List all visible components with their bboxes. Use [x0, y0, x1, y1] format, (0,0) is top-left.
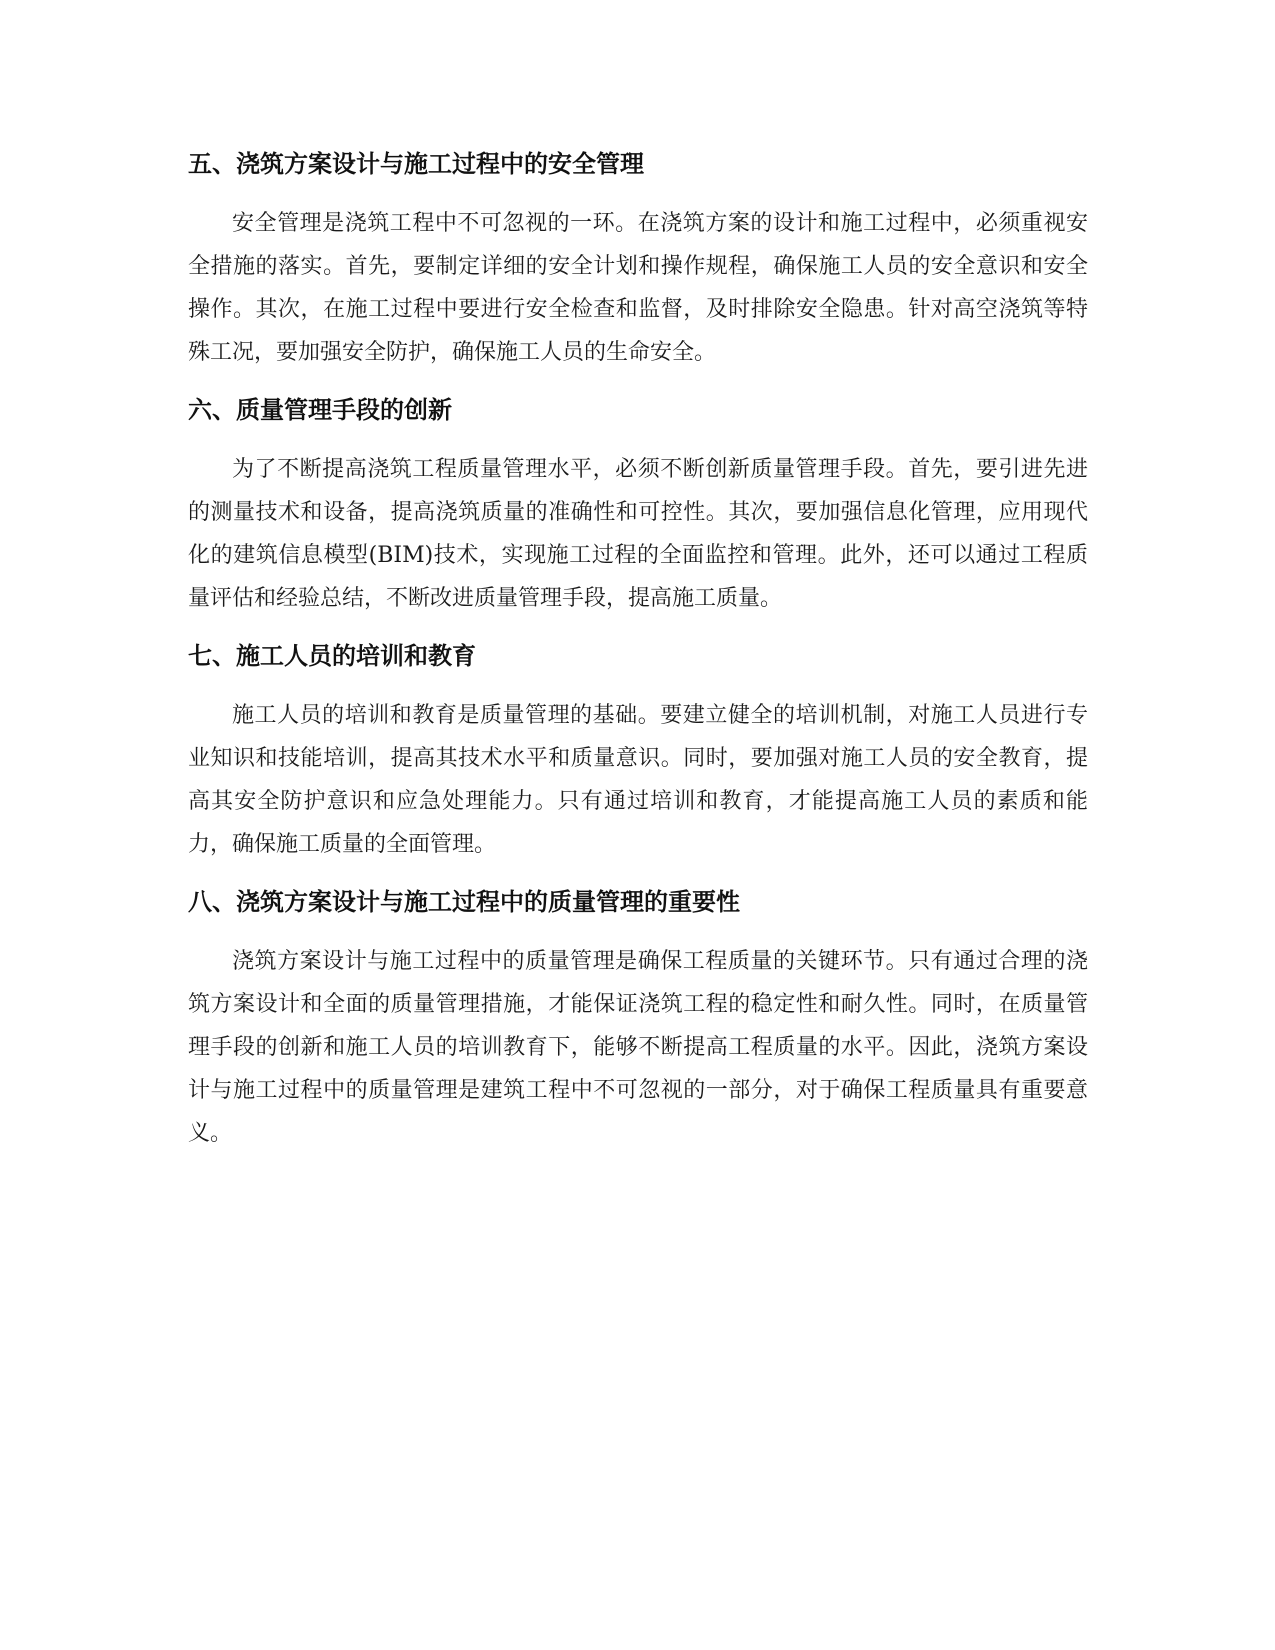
section-quality-innovation [188, 394, 1088, 620]
section-heading: 六、质量管理手段的创新 [188, 396, 452, 424]
section-paragraph: 浇筑方案设计与施工过程中的质量管理是确保工程质量的关键环节。只有通过合理的浇筑方案设计和全面的质量管理措施，才能保证浇筑工程的稳定性和耐久性。同时，在质量管理手段的创新和施工人员的培训教育下，能够不断提高工程质量的水平。因此，浇筑方案设计与施工过程中的质量管理是建筑工程中不可忽视的一部分，对于确保工程质量具有重要意义。 [188, 949, 1088, 1146]
section-paragraph: 施工人员的培训和教育是质量管理的基础。要建立健全的培训机制，对施工人员进行专业知识和技能培训，提高其技术水平和质量意识。同时，要加强对施工人员的安全教育，提高其安全防护意识和应急处理能力。只有通过培训和教育，才能提高施工人员的素质和能力，确保施工质量的全面管理。 [188, 703, 1088, 857]
document-body [188, 148, 1088, 1175]
section-paragraph: 安全管理是浇筑工程中不可忽视的一环。在浇筑方案的设计和施工过程中，必须重视安全措施的落实。首先，要制定详细的安全计划和操作规程，确保施工人员的安全意识和安全操作。其次，在施工过程中要进行安全检查和监督，及时排除安全隐患。针对高空浇筑等特殊工况，要加强安全防护，确保施工人员的生命安全。 [188, 211, 1088, 365]
section-safety-management [188, 148, 1088, 374]
section-quality-importance [188, 886, 1088, 1155]
section-heading: 七、施工人员的培训和教育 [188, 642, 476, 670]
section-paragraph: 为了不断提高浇筑工程质量管理水平，必须不断创新质量管理手段。首先，要引进先进的测量技术和设备，提高浇筑质量的准确性和可控性。其次，要加强信息化管理，应用现代化的建筑信息模型(BIM)技术，实现施工过程的全面监控和管理。此外，还可以通过工程质量评估和经验总结，不断改进质量管理手段，提高施工质量。 [188, 457, 1088, 611]
section-heading: 八、浇筑方案设计与施工过程中的质量管理的重要性 [188, 888, 740, 916]
section-staff-training [188, 640, 1088, 866]
section-heading: 五、浇筑方案设计与施工过程中的安全管理 [188, 150, 644, 178]
